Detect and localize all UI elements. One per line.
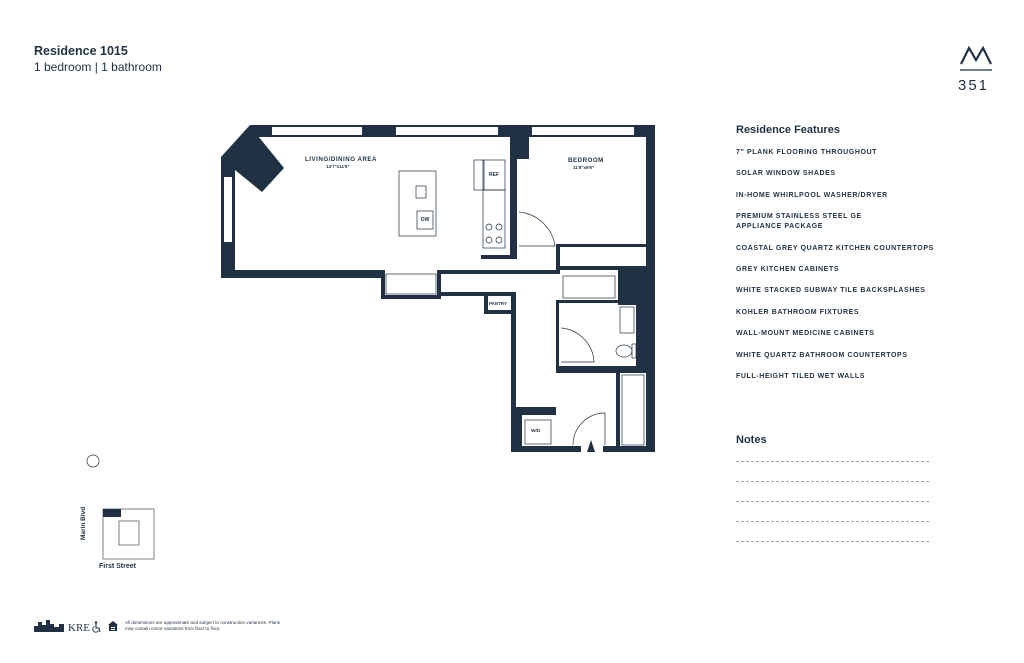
feature-item: PREMIUM STAINLESS STEEL GE APPLIANCE PACKAGE: [736, 213, 862, 231]
street-first-street: First Street: [99, 563, 136, 570]
feature-item: SOLAR WINDOW SHADES: [736, 170, 836, 178]
feature-item: WALL-MOUNT MEDICINE CABINETS: [736, 330, 875, 338]
bedroom-label: BEDROOM: [568, 157, 604, 164]
street-marin-blvd: Marin Blvd: [80, 506, 87, 540]
feature-item: WHITE STACKED SUBWAY TILE BACKSPLASHES: [736, 287, 926, 295]
feature-item: GREY KITCHEN CABINETS: [736, 265, 840, 273]
feature-item: 7" PLANK FLOORING THROUGHOUT: [736, 149, 878, 156]
residence-title: Residence 1015: [34, 44, 128, 58]
ref-label: REF: [489, 172, 499, 178]
note-line[interactable]: [736, 501, 929, 502]
dw-label: DW: [421, 217, 430, 223]
feature-item: FULL-HEIGHT TILED WET WALLS: [736, 372, 865, 380]
building-number: 351: [958, 77, 990, 94]
wd-label: W/D: [531, 429, 541, 434]
feature-item: IN-HOME WHIRLPOOL WASHER/DRYER: [736, 191, 888, 199]
equal-housing-icon: [107, 620, 119, 632]
kre-logo: KRE: [68, 622, 90, 634]
bedroom-dims: 11'8"x9'5": [573, 165, 595, 170]
note-line[interactable]: [736, 521, 929, 522]
notes-title: Notes: [736, 434, 767, 446]
living-dims: 14'7"x11'9": [326, 164, 350, 169]
note-line[interactable]: [736, 461, 929, 462]
note-line[interactable]: [736, 541, 929, 542]
feature-item: WHITE QUARTZ BATHROOM COUNTERTOPS: [736, 351, 908, 359]
features-title: Residence Features: [736, 124, 840, 136]
footer-disclaimer: All dimensions are approximate and subject to construction variances. Plans may contain minor variations from floor to floor.: [125, 620, 280, 631]
feature-item: COASTAL GREY QUARTZ KITCHEN COUNTERTOPS: [736, 244, 934, 252]
features-list: [736, 148, 976, 393]
feature-item: KOHLER BATHROOM FIXTURES: [736, 308, 860, 316]
accessibility-icon: [92, 621, 102, 633]
building-skyline-logo: [34, 618, 64, 632]
note-line[interactable]: [736, 481, 929, 482]
residence-subtitle: 1 bedroom | 1 bathroom: [34, 60, 162, 74]
pantry-label: PANTRY: [489, 301, 507, 306]
living-label: LIVING/DINING AREA: [305, 156, 378, 163]
